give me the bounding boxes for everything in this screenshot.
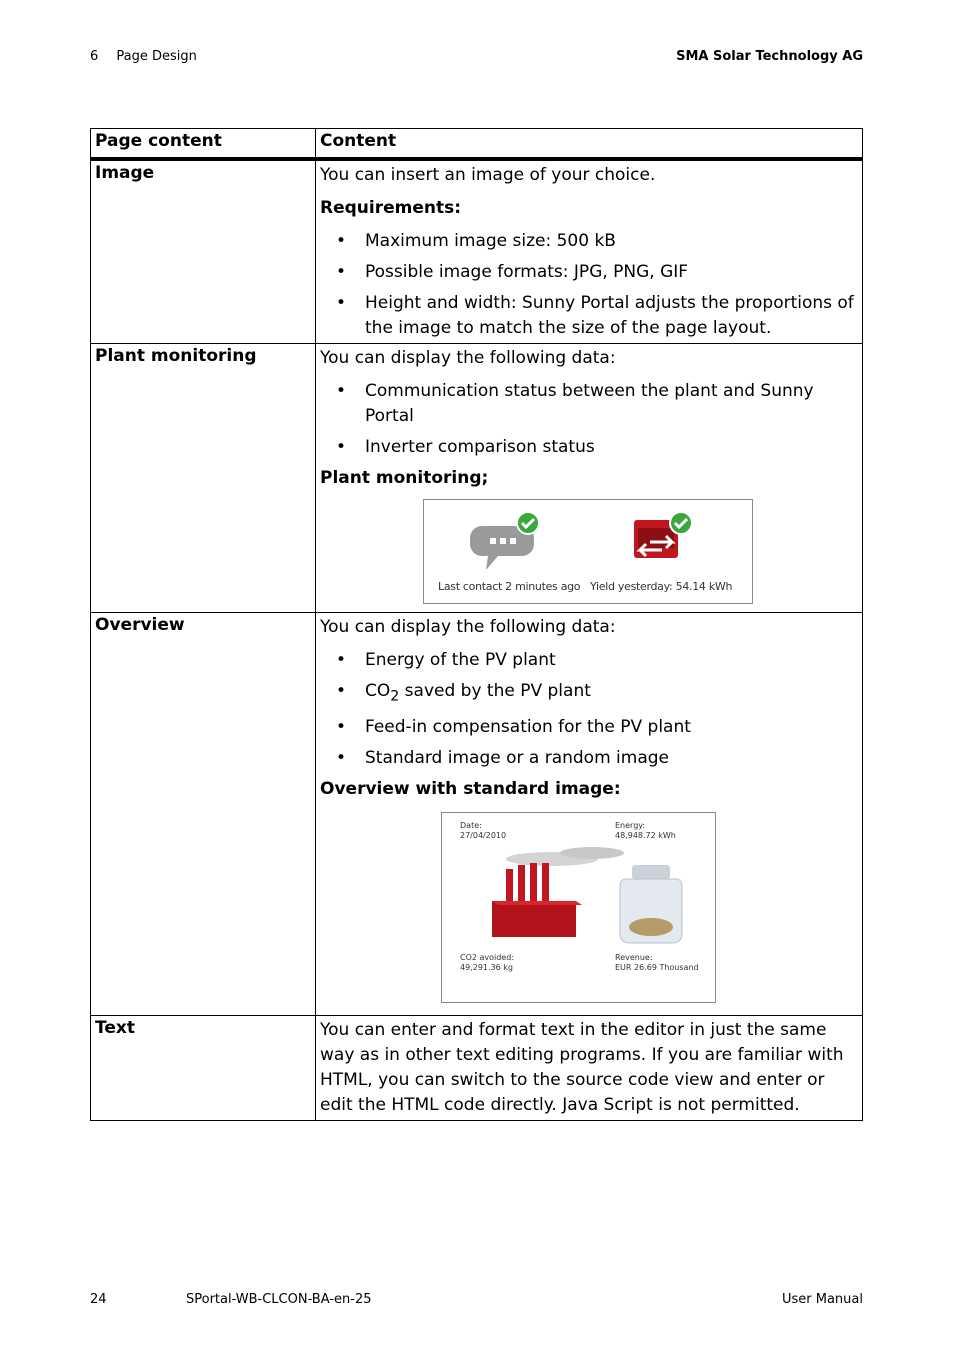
list-item: • Possible image formats: JPG, PNG, GIF [320,260,858,285]
page-content-table [90,128,863,1121]
plant-monitoring-widget-image [423,499,753,604]
table-row-plant-monitoring [91,344,863,613]
co2-value: 49,291.36 kg [460,963,513,973]
co2-block [460,953,514,973]
column-header-page-content: Page content [91,129,316,160]
check-icon [517,512,539,534]
last-contact-text: Last contact 2 minutes ago [438,580,581,593]
requirements-list [320,229,858,341]
co2-subscript: 2 [390,688,400,705]
table-header-row [91,129,863,160]
chapter-number: 6 [90,49,99,64]
chapter-title: Page Design [116,49,197,64]
table-row-overview [91,613,863,1016]
energy-block [615,821,676,841]
company-name: SMA Solar Technology AG [676,49,863,64]
page-number: 24 [90,1292,107,1307]
overview-intro: You can display the following data: [320,617,616,637]
co2-suffix: saved by the PV plant [399,681,591,701]
row-content-image [316,159,863,344]
row-label-image: Image [91,159,316,344]
date-label: Date: [460,821,482,831]
revenue-label: Revenue: [615,953,653,963]
row-label-plant-monitoring: Plant monitoring [91,344,316,613]
check-icon [670,512,692,534]
overview-heading: Overview with standard image: [320,779,621,800]
table-row-text [91,1016,863,1121]
row-label-text: Text [91,1016,316,1121]
table-row-image [91,159,863,344]
list-item: • Feed-in compensation for the PV plant [320,715,858,740]
list-item: • Height and width: Sunny Portal adjusts the proportions of the image to match the size of the page layout. [320,291,858,341]
revenue-value: EUR 26.69 Thousand [615,963,699,973]
requirements-heading: Requirements: [320,198,462,218]
co2-label: CO2 avoided: [460,953,515,963]
date-value: 27/04/2010 [460,831,507,841]
page-header-chapter [90,49,197,64]
coin-jar-icon [620,865,682,943]
list-item: • Energy of the PV plant [320,648,858,673]
yield-yesterday-text: Yield yesterday: 54.14 kWh [590,580,733,593]
plant-data-list [320,379,858,460]
row-label-overview: Overview [91,613,316,1016]
list-item: • Standard image or a random image [320,746,858,771]
plant-monitoring-heading: Plant monitoring; [320,468,489,488]
energy-label: Energy: [615,821,646,831]
row-content-text: You can enter and format text in the editor in just the same way as in other text editing programs. If you are familiar with HTML, you can switch to the source code view and enter or edit the HTML code directly. Java Script is not permitted. [316,1016,863,1121]
energy-value: 48,948.72 kWh [615,831,676,841]
list-item [320,679,858,709]
revenue-block [615,953,699,973]
plant-intro: You can display the following data: [320,348,616,368]
column-header-content: Content [316,129,863,160]
smoke-icon [506,847,624,866]
document-code: SPortal-WB-CLCON-BA-en-25 [186,1292,372,1307]
list-item: • Maximum image size: 500 kB [320,229,858,254]
image-intro: You can insert an image of your choice. [320,165,656,185]
co2-prefix: CO [365,681,391,701]
list-item: • Communication status between the plant and Sunny Portal [320,379,858,429]
factory-icon [492,863,582,937]
list-item: • Inverter comparison status [320,435,858,460]
overview-data-list [320,648,858,771]
overview-widget-image [441,812,716,1003]
overview-graphics [442,813,715,1002]
row-content-overview [316,613,863,1016]
document-type: User Manual [781,1292,863,1307]
date-block [460,821,506,841]
row-content-plant-monitoring [316,344,863,613]
